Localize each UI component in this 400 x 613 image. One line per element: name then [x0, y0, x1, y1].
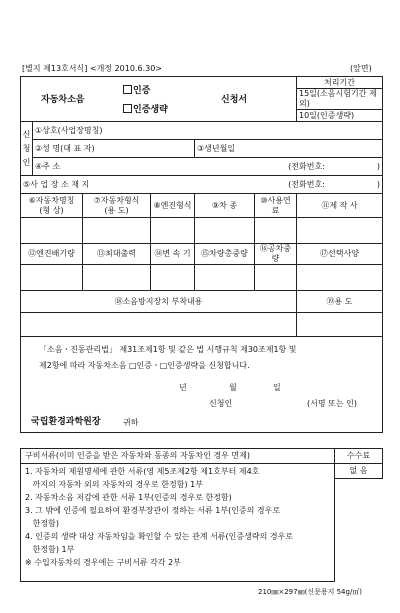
form-doc-type: 신청서	[221, 95, 248, 105]
document-note: ※ 수입자동차의 경우에는 구비서류 각각 2부	[25, 558, 181, 567]
document-item: 한정함)	[25, 519, 59, 528]
statement-line-2: 제2항에 따라 자동차소음 □인증ㆍ□인증생략을 신청합니다.	[39, 361, 250, 370]
statement-line-1: 「소음ㆍ진동관리법」 제31조제1항 및 같은 법 시행규칙 제30조제1항 및	[39, 345, 297, 354]
vehicle-name-input[interactable]	[21, 218, 83, 244]
displacement-header: ⑫엔진배기량	[21, 244, 83, 265]
displacement-input[interactable]	[21, 265, 83, 291]
option-cert-change[interactable]: 인증생략	[123, 104, 168, 115]
option-certification[interactable]: 인증	[123, 85, 150, 96]
options-input[interactable]	[297, 265, 383, 291]
document-item: 한정함) 1부	[25, 545, 75, 554]
fee-label: 수수료	[335, 449, 383, 464]
fee-value: 없 음	[335, 464, 383, 479]
processing-period-label: 처리기간	[297, 77, 383, 89]
form-subject: 자동차소음	[41, 95, 85, 105]
company-name-field[interactable]: ①상호(사업장명칭)	[33, 122, 383, 140]
date-month-label: 월	[229, 383, 237, 392]
signature-label: (서명 또는 인)	[307, 399, 357, 408]
transmission-input[interactable]	[151, 265, 195, 291]
manufacturer-input[interactable]	[297, 218, 383, 244]
curb-weight-header: ⑯공차중량	[255, 244, 297, 265]
page-side-label: (앞면)	[350, 64, 372, 73]
applicant-sign-label: 신청인	[209, 399, 233, 408]
vehicle-class-header: ⑨차 종	[195, 194, 255, 218]
application-form	[20, 76, 383, 433]
date-year-label: 년	[179, 383, 187, 392]
address-field[interactable]: ④주 소 (전화번호: )	[33, 158, 383, 176]
noise-device-header: ⑱소음방지장치 부착내용	[21, 291, 297, 313]
vehicle-type-header: ⑦자동차형식 (용 도)	[83, 194, 151, 218]
curb-weight-input[interactable]	[255, 265, 297, 291]
gross-weight-header: ⑮차량총중량	[195, 244, 255, 265]
checkbox-icon	[123, 85, 132, 94]
document-item: 1. 자동차의 제원명세에 관한 서류(영 제5조제2항 제1호부터 제4호	[25, 467, 260, 476]
checkbox-icon	[123, 104, 132, 113]
required-documents	[20, 448, 383, 582]
transmission-header: ⑭변 속 기	[151, 244, 195, 265]
workplace-address-field[interactable]: ⑤사 업 장 소 재 지 (전화번호: )	[21, 176, 383, 194]
noise-device-input[interactable]	[21, 313, 297, 337]
manufacturer-header: ⑪제 작 사	[297, 194, 383, 218]
applicant-group-label: 신 청 인	[21, 122, 33, 176]
processing-period-1: 15일(소음시험기간 제외)	[297, 89, 383, 110]
date-day-label: 일	[273, 383, 281, 392]
engine-type-header: ⑧엔진형식	[151, 194, 195, 218]
engine-type-input[interactable]	[151, 218, 195, 244]
vehicle-name-header: ⑥자동차명칭 (형 상)	[21, 194, 83, 218]
vehicle-type-input[interactable]	[83, 218, 151, 244]
document-item: 까지의 자동차 외의 자동차의 경우로 한정함) 1부	[25, 480, 203, 489]
phone-label: (전화번호:	[288, 179, 325, 189]
fuel-type-input[interactable]	[255, 218, 297, 244]
representative-name-field[interactable]: ②성 명(대 표 자)	[33, 140, 195, 158]
document-item: 3. 그 밖에 인증에 필요하여 환경부장관이 정하는 서류 1부(인증의 경우로	[25, 506, 281, 515]
recipient-suffix: 귀하	[123, 418, 139, 427]
document-item: 4. 인증의 생략 대상 자동차임을 확인할 수 있는 관계 서류(인증생략의 경우로	[25, 532, 294, 541]
options-header: ⑰선택사양	[297, 244, 383, 265]
documents-header: 구비서류(이미 인증을 받은 자동차와 동종의 자동차인 경우 면제)	[21, 449, 335, 464]
phone-label: (전화번호:	[288, 161, 325, 171]
processing-period-2: 10일(인증생략)	[297, 110, 383, 122]
max-output-header: ⑬최대출력	[83, 244, 151, 265]
paper-size-footer: 210㎜×297㎜(신문용지 54g/㎡)	[258, 588, 363, 596]
usage-input[interactable]	[297, 313, 383, 337]
form-number: [별지 제13호서식] <개정 2010.6.30>	[22, 64, 162, 73]
gross-weight-input[interactable]	[195, 265, 255, 291]
fuel-type-header: ⑩사용연료	[255, 194, 297, 218]
recipient-label: 국립환경과학원장	[31, 417, 101, 427]
vehicle-class-input[interactable]	[195, 218, 255, 244]
usage-header: ⑲용 도	[297, 291, 383, 313]
birth-date-field[interactable]: ③생년월일	[195, 140, 383, 158]
document-item: 2. 자동차소음 저감에 관한 서류 1부(인증의 경우로 한정함)	[25, 493, 232, 502]
documents-list	[21, 464, 335, 582]
max-output-input[interactable]	[83, 265, 151, 291]
